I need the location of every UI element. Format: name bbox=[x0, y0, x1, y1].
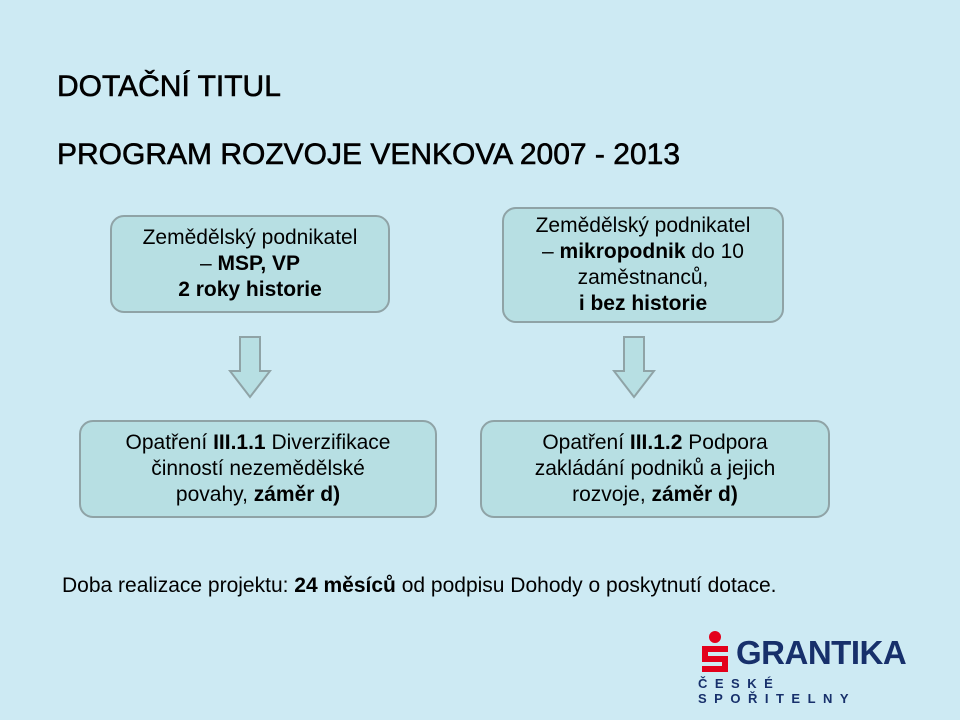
box-line: Opatření III.1.1 Diverzifikace bbox=[125, 431, 391, 454]
title-dotacni-titul: DOTAČNÍ TITUL bbox=[57, 70, 281, 103]
box-line: činností nezemědělské bbox=[151, 457, 365, 480]
box-line: Opatření III.1.2 Podpora bbox=[542, 431, 768, 454]
box-line: Zemědělský podnikatel bbox=[535, 214, 751, 237]
box-opatreni-iii-1-2 bbox=[480, 420, 830, 518]
box-line: rozvoje, záměr d) bbox=[572, 483, 738, 506]
box-line: zaměstnanců, bbox=[577, 266, 709, 289]
box-line: – mikropodnik do 10 bbox=[542, 240, 744, 263]
box-msp-vp bbox=[110, 215, 390, 313]
logo-name: GRANTIKA bbox=[736, 634, 907, 671]
box-mikropodnik bbox=[502, 207, 784, 323]
logo-subtitle: ČESKÉ SPOŘITELNY bbox=[698, 676, 857, 706]
title-program: PROGRAM ROZVOJE VENKOVA 2007 - 2013 bbox=[57, 138, 680, 171]
box-line: 2 roky historie bbox=[178, 278, 322, 301]
box-line: povahy, záměr d) bbox=[175, 483, 341, 506]
ceska-sporitelna-s-icon bbox=[698, 630, 732, 674]
down-arrow-icon bbox=[228, 335, 272, 399]
grantika-logo bbox=[696, 628, 926, 706]
down-arrow-icon bbox=[612, 335, 656, 399]
box-line: i bez historie bbox=[578, 292, 708, 315]
box-line: – MSP, VP bbox=[200, 252, 300, 275]
box-opatreni-iii-1-1 bbox=[79, 420, 437, 518]
box-line: Zemědělský podnikatel bbox=[142, 226, 358, 249]
box-line: zakládání podniků a jejich bbox=[534, 457, 776, 480]
project-duration-text: Doba realizace projektu: 24 měsíců od podpisu Dohody o poskytnutí dotace. bbox=[62, 574, 777, 597]
